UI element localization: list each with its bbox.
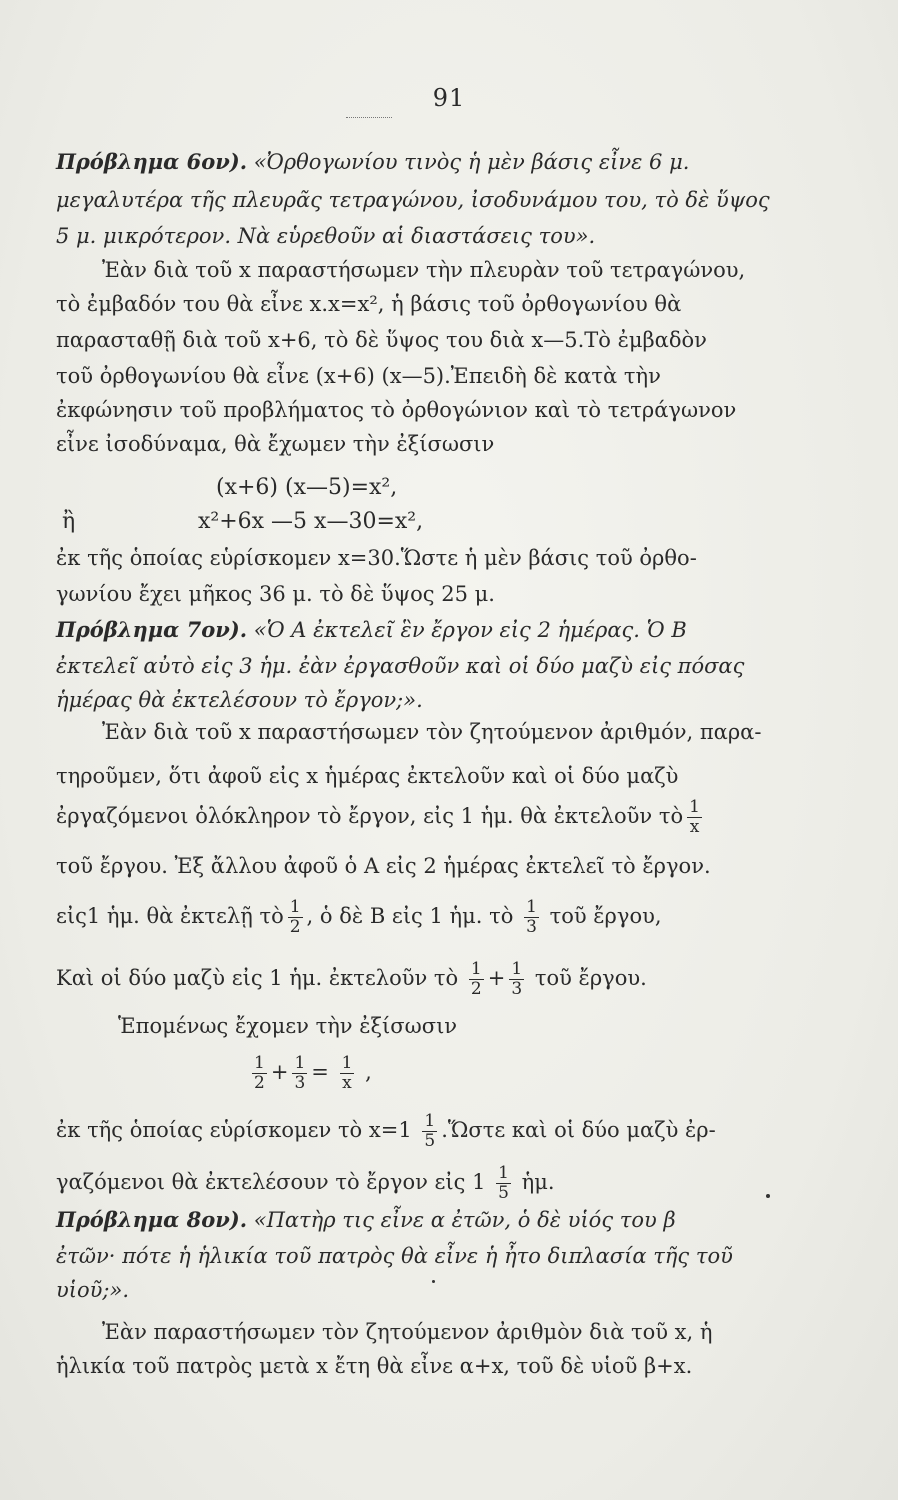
equation-3 <box>248 1054 372 1093</box>
equals-sign: = <box>311 1060 329 1084</box>
page-number: 91 <box>432 84 466 112</box>
numerator: 1 <box>498 1163 509 1183</box>
problem-7-body-5c: τοῦ ἔργου, <box>549 904 662 928</box>
denominator: 5 <box>424 1131 436 1151</box>
denominator: 3 <box>526 917 537 937</box>
problem-6-statement-2: μεγαλυτέρα τῆς πλευρᾶς τετραγώνου, ἰσοδυνάμου του, τὸ δὲ ὕψος <box>56 188 770 212</box>
problem-7-statement-2: ἐκτελεῖ αὐτὸ εἰς 3 ἡμ. ἐὰν ἐργασθοῦν καὶ οἱ δύο μαζὺ εἰς πόσας <box>56 654 745 678</box>
problem-7-result-1b: .Ὥστε καὶ οἱ δύο μαζὺ ἐρ- <box>441 1118 716 1142</box>
problem-7-statement-3: ἡμέρας θὰ ἐκτελέσουν τὸ ἔργον;». <box>56 688 423 712</box>
ink-speck <box>432 1280 435 1283</box>
denominator: 2 <box>289 917 301 937</box>
comma: , <box>365 1060 372 1084</box>
fraction-1-over-2 <box>252 1054 267 1093</box>
problem-7-body-5b: ὁ δὲ Β εἰς 1 ἡμ. τὸ <box>319 904 514 928</box>
problem-7-body-4: τοῦ ἔργου. Ἐξ ἄλλου ἀφοῦ ὁ Α εἰς 2 ἡμέρας ἐκτελεῖ τὸ ἔργον. <box>56 854 711 878</box>
numerator: 1 <box>341 1053 353 1073</box>
fraction-1-over-5 <box>496 1164 511 1203</box>
denominator: 5 <box>498 1183 509 1203</box>
problem-6-line-1 <box>56 148 846 176</box>
problem-7-result-1a: ἐκ τῆς ὁποίας εὑρίσκομεν τὸ x=1 <box>56 1118 412 1142</box>
problem-7-statement-1: «Ὁ Α ἐκτελεῖ ἓν ἔργον εἰς 2 ἡμέρας. Ὁ Β <box>253 618 687 642</box>
problem-7-body-3-text: ἐργαζόμενοι ὁλόκληρον τὸ ἔργον, εἰς 1 ἡμ. θὰ ἐκτελοῦν τὸ <box>56 804 684 828</box>
problem-8-statement-3: υἱοῦ;». <box>56 1278 130 1302</box>
problem-7-body-2: τηροῦμεν, ὅτι ἀφοῦ εἰς x ἡμέρας ἐκτελοῦν καὶ οἱ δύο μαζὺ <box>56 764 679 788</box>
problem-6-statement-3: 5 μ. μικρότερον. Νὰ εὑρεθοῦν αἱ διαστάσεις του». <box>56 224 596 248</box>
problem-7-body-6 <box>56 960 846 999</box>
fraction-1-over-x <box>340 1054 355 1093</box>
denominator: x <box>342 1073 352 1093</box>
problem-7-body-1: Ἐὰν διὰ τοῦ x παραστήσωμεν τὸν ζητούμενον ἀριθμόν, παρα- <box>102 720 762 744</box>
problem-7-result-2a: γαζόμενοι θὰ ἐκτελέσουν τὸ ἔργον εἰς 1 <box>56 1170 486 1194</box>
problem-8-body-2: ἡλικία τοῦ πατρὸς μετὰ x ἔτη θὰ εἶνε α+x, τοῦ δὲ υἱοῦ β+x. <box>56 1354 693 1378</box>
problem-6-body-6: εἶνε ἰσοδύναμα, θὰ ἔχωμεν τὴν ἐξίσωσιν <box>56 432 495 456</box>
denominator: x <box>689 817 700 837</box>
problem-7-line-1 <box>56 616 846 644</box>
page-number-rule <box>346 117 392 118</box>
equation-1: (x+6) (x—5)=x², <box>216 475 398 500</box>
problem-6-result-2: γωνίου ἔχει μῆκος 36 μ. τὸ δὲ ὕψος 25 μ. <box>56 582 495 606</box>
problem-7-body-5a: εἰς1 ἡμ. θὰ ἐκτελῇ τὸ <box>56 904 284 928</box>
denominator: 3 <box>511 979 523 999</box>
problem-6-body-1: Ἐὰν διὰ τοῦ x παραστήσωμεν τὴν πλευρὰν τοῦ τετραγώνου, <box>102 258 746 282</box>
problem-7-body-6a: Καὶ οἱ δύο μαζὺ εἰς 1 ἡμ. ἐκτελοῦν τὸ <box>56 966 459 990</box>
denominator: 2 <box>254 1073 265 1093</box>
problem-7-title: Πρόβλημα 7ον). <box>56 617 248 642</box>
numerator: 1 <box>511 959 523 979</box>
fraction-1-over-2 <box>288 898 303 937</box>
plus-sign: + <box>270 1060 289 1084</box>
fraction-1-over-x <box>687 798 702 837</box>
problem-8-title: Πρόβλημα 8ον). <box>56 1207 248 1232</box>
problem-7-result-1 <box>56 1112 846 1151</box>
problem-8-body-1: Ἐὰν παραστήσωμεν τὸν ζητούμενον ἀριθμὸν διὰ τοῦ x, ἡ <box>102 1320 713 1344</box>
problem-7-body-7: Ἑπομένως ἔχομεν τὴν ἐξίσωσιν <box>118 1014 458 1038</box>
problem-8-line-1 <box>56 1206 846 1234</box>
problem-7-body-3 <box>56 798 846 837</box>
equation-2: x²+6x —5 x—30=x², <box>198 509 424 534</box>
problem-6-body-5: ἐκφώνησιν τοῦ προβλήματος τὸ ὀρθογώνιον καὶ τὸ τετράγωνον <box>56 398 737 422</box>
denominator: 3 <box>294 1073 306 1093</box>
problem-6-result-1: ἐκ τῆς ὁποίας εὑρίσκομεν x=30.Ὥστε ἡ μὲν βάσις τοῦ ὀρθο- <box>56 546 697 570</box>
problem-8-statement-1: «Πατὴρ τις εἶνε α ἐτῶν, ὁ δὲ υἱός του β <box>253 1208 676 1232</box>
numerator: 1 <box>424 1111 436 1131</box>
fraction-1-over-3 <box>524 898 539 937</box>
problem-7-result-2b: ἡμ. <box>521 1170 555 1194</box>
problem-8-statement-2: ἐτῶν· πότε ἡ ἡλικία τοῦ πατρὸς θὰ εἶνε ἡ ἦτο διπλασία τῆς τοῦ <box>56 1244 733 1268</box>
fraction-1-over-5 <box>422 1112 437 1151</box>
numerator: 1 <box>526 897 537 917</box>
problem-7-body-5 <box>56 898 846 937</box>
problem-6-body-2: τὸ ἐμβαδόν του θὰ εἶνε x.x=x², ἡ βάσις τοῦ ὀρθογωνίου θὰ <box>56 292 682 316</box>
comma: , <box>306 904 314 928</box>
problem-6-body-4: τοῦ ὀρθογωνίου θὰ εἶνε (x+6) (x—5).Ἐπειδὴ δὲ κατὰ τὴν <box>56 364 661 388</box>
numerator: 1 <box>470 959 482 979</box>
problem-6-body-3: παρασταθῇ διὰ τοῦ x+6, τὸ δὲ ὕψος του διὰ x—5.Τὸ ἐμβαδὸν <box>56 328 707 352</box>
fraction-1-over-3 <box>509 960 524 999</box>
problem-7-body-6b: τοῦ ἔργου. <box>534 966 647 990</box>
numerator: 1 <box>294 1053 306 1073</box>
numerator: 1 <box>289 897 301 917</box>
equation-2-prefix: ἢ <box>62 509 76 534</box>
problem-6-title: Πρόβλημα 6ον). <box>56 149 248 174</box>
problem-7-result-2 <box>56 1164 846 1203</box>
fraction-1-over-3 <box>292 1054 307 1093</box>
problem-6-statement-1: «Ὀρθογωνίου τινὸς ἡ μὲν βάσις εἶνε 6 μ. <box>253 150 690 174</box>
plus-sign: + <box>487 966 506 990</box>
fraction-1-over-2 <box>469 960 484 999</box>
numerator: 1 <box>689 797 700 817</box>
ink-speck <box>766 1194 770 1198</box>
numerator: 1 <box>254 1053 265 1073</box>
denominator: 2 <box>470 979 482 999</box>
